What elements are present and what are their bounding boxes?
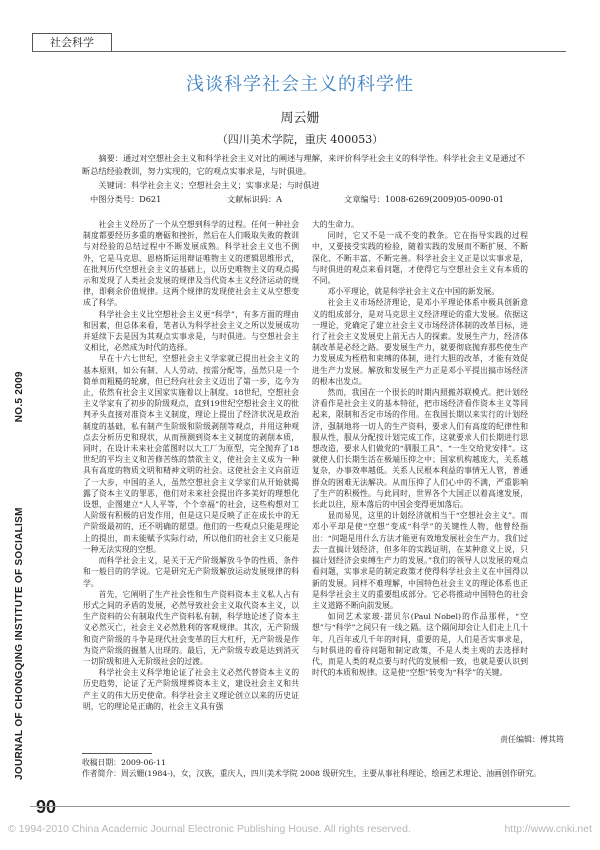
- paragraph: 邓小平理论，就是科学社会主义在中国的新发展。: [327, 287, 500, 297]
- article-author: 周云姗: [280, 111, 320, 126]
- copyright-line: [8, 823, 592, 835]
- copyright-text: © 1994-2010 China Academic Journal Electronic Publishing House. All rights reserved.: [8, 823, 411, 835]
- side-journal-name: JOURNAL OF CHONGQING INSTITUTE OF SOCIALISM: [14, 507, 25, 780]
- cnki-link[interactable]: http://www.cnki.net: [504, 823, 592, 835]
- paragraph: 显而易见，这里的计划经济就相当于“空想社会主义”。而邓小平却是使“空想”变成“科学”的关键性人物，他曾经指出：“问题是用什么方法才能更有效地发展社会生产力。我们过去一直搞计划经济，但多年的实践证明，在某种意义上说，只搞计划经济会束缚生产力的发展。”我们的领导人以发展的观点看问题，实事求是的制定政策才使得科学社会主义在中国得以新的发展。同样不难理解，中国特色社会主义的理论体系也正是科学社会主义的重要组成部分。它必将推动中国特色的社会主义道路不断向前发展。: [312, 511, 528, 610]
- bottom-rule: [30, 806, 570, 807]
- body-column-right: [312, 219, 528, 678]
- paragraph: 大的生命力。: [312, 220, 359, 229]
- paragraph: 如同艺术家玻·諾贝尔(Paul Nobel)的作品那样，“空想”与“科学”之间只有一线之隔。这个隔间却会让人们走上几十年、几百年或几千年的时间，重要的是，人们是否实事求是，与时俱进的看待问题和制定政策，不是人类主观的去选择时代，而是人类的观点要与时代的发展相一致，也就是要认识到时代的本质和规律。这是使“空想”转变为“科学”的关键。: [312, 612, 528, 678]
- paragraph: 早在十六七世纪，空想社会主义学家就已提出社会主义的基本原则，如公有制、人人劳动、按需分配等，虽然只是一个简单而粗糙的轮廓，但已经向社会主义迈出了第一步，迄今为止，依然有社会主义国家实施着以上制度。18世纪，空想社会主义学家有了初步的阶级观点，直到19世纪空想社会主义的批判矛头直接对准资本主义制度，理论上提出了经济状况是政治制度的基础，私有制产生阶级和阶级剥削等观点，并用这种观点去分析历史和现状，从而预测到资本主义制度的剥削本质，同时，在设计未来社会蓝图时以大工厂为原型，完全抛弃了18世纪的平均主义和苦修苦练的禁欲主义，使社会主义成为一种具有高度的物质文明和精神文明的社会。这使社会主义向前迈了一大步，中国的圣人，虽然空想社会主义学家们从开始就揭露了资本主义的罪恶，他们对未来社会提出许多美好的理想化设想，企图建立“人人平等，个个幸福”的社会，这些构想对工人阶级有积极的启发作用，但是这只是反映了正在成长中的无产阶级最初的、还不明确的愿望。他们的一些观点只能是理论上的提出，而未能赋予实际行动，所以他们的社会主义只能是一种无法实现的空想。: [83, 354, 299, 554]
- paragraph: 社会主义经历了一个从空想到科学的过程。任何一种社会制度都要经历多重的磨砺和挫折，然后在人们吸取失败的教训与对经验的总结过程中不断发展成熟。科学社会主义也不例外，它是马克思、恩格斯运用辩证唯物主义的逻辑思维形式，在批判历代空想社会主义的基础上，以历史唯物主义的观点揭示和发现了人类社会发展的规律及当代资本主义经济运动的规律，即剩余价值规律。这两个规律的发现使社会主义从空想变成了科学。: [83, 220, 299, 308]
- paragraph: 首先，它阐明了生产社会性和生产资料资本主义私人占有形式之间的矛盾的发展，必然导致社会主义取代资本主义，以生产资料的公有制取代生产资料私有制，科学地论述了资本主义必然灭亡，社会主义必然胜利的客观规律。其次，无产阶级和资产阶级的斗争是现代社会变革的巨大杠杆，无产阶级是作为资产阶级的掘墓人出现的。最后，无产阶级专政是达到消灭一切阶级和进入无阶级社会的过渡。: [83, 589, 299, 666]
- page-number: 90: [36, 797, 57, 817]
- clc-number: 中图分类号：D621: [90, 194, 162, 204]
- body-column-left: [83, 219, 299, 712]
- paragraph: 科学社会主义比空想社会主义更“科学”，有多方面的理由和因素，但总体来看，笔者认为科学社会主义之所以发展成功并延续下去是因为其观点实事求是，与时俱进。与空想社会主义相比，必然成为时代的选择。: [83, 309, 299, 353]
- paragraph: 科学社会主义科学地论证了社会主义必然代替资本主义的历史趋势，论证了无产阶级埋葬资本主义，建设社会主义和共产主义的伟大历史使命。科学社会主义理论创立以来的历史证明，它的理论是正确的，社会主义具有强: [83, 668, 299, 711]
- paragraph: 然而，我国在一个很长的时期内照搬苏联模式。把计划经济看作是社会主义的基本特征，把市场经济看作资本主义等同起来，限制和否定市场的作用。在我国长期以来实行的计划经济，强制地将一切人的生产资料，要求人们有高度的纪律性和服从性，服从分配按计划完成工作，这就要求人们长期进行思想改造，要求人们做党的“驯服工具”、“一生交给党安排”。这就使人们长期生活在极端压抑之中；国家机构越庞大，关系越复杂，办事效率越低。关系人民根本利益的事情无人管，普通群众的困难无法解决。从而压抑了人们心中的不满，严重影响了生产的积极性。与此同时，世界各个大国正以着高速发展，长此以往，原本落后的中国会变得更加落后。: [312, 388, 528, 510]
- article-number: 文章编号：1008-6269(2009)05-0090-01: [344, 194, 504, 204]
- document-code: 文献标识码：A: [227, 194, 283, 204]
- paragraph: 同时，它又不是一成不变的教条。它在指导实践的过程中，又要接受实践的检验，随着实践的发展而不断扩展、不断深化、不断丰富、不断完善。科学社会主义正是以实事求是，与时俱进的观点来看问题，才使得它与空想社会主义有本质的不同。: [312, 231, 528, 286]
- section-tag: 社会科学: [32, 33, 112, 52]
- header-rule: [32, 51, 566, 52]
- side-journal-label: [2, 370, 26, 780]
- keywords: 关键词：科学社会主义；空想社会主义；实事求是；与时俱进: [98, 180, 320, 190]
- paragraph: 而科学社会主义，是关于无产阶级解放斗争的性质、条件和一般目的的学说。它是研究无产阶级解放运动发展规律的科学。: [83, 556, 299, 588]
- footnote-rule: [82, 753, 152, 754]
- author-bio: 作者简介：周云姗(1984-)，女，汉族，重庆人，四川美术学院 2008 级研究生，主要从事社科理论，绘画艺术理论、油画创作研究。: [82, 769, 541, 778]
- abstract: 摘要：通过对空想社会主义和科学社会主义对比的阐述与理解，来评价科学社会主义的科学性。科学社会主义是通过不断总结经验教训，努力实现的，它的观点实事求是，与时俱进。: [82, 153, 525, 176]
- article-title: 浅谈科学社会主义的科学性: [186, 74, 414, 95]
- article-affiliation: （四川美术学院，重庆 400053）: [216, 133, 384, 146]
- received-date: 收稿日期：2009-06-11: [82, 758, 166, 767]
- responsible-editor: 责任编辑：傅其筠: [500, 735, 564, 744]
- paragraph: 社会主义市场经济理论，是邓小平理论体系中极具创新意义的组成部分，是对马克思主义经济理论的重大发展。依据这一理论，党确定了建立社会主义市场经济体制的改革目标，进行了社会主义发展史上前无古人的探索。发展生产力，经济体制改革是必经之路。要发展生产力，就要彻底抛弃那些使生产力发展成为桎梏和束缚的体制，进行大胆的改革，才能有效促进生产力发展。解放和发展生产力正是邓小平提出搞市场经济的根本出发点。: [312, 298, 528, 386]
- side-issue: NO.5 2009: [14, 371, 25, 423]
